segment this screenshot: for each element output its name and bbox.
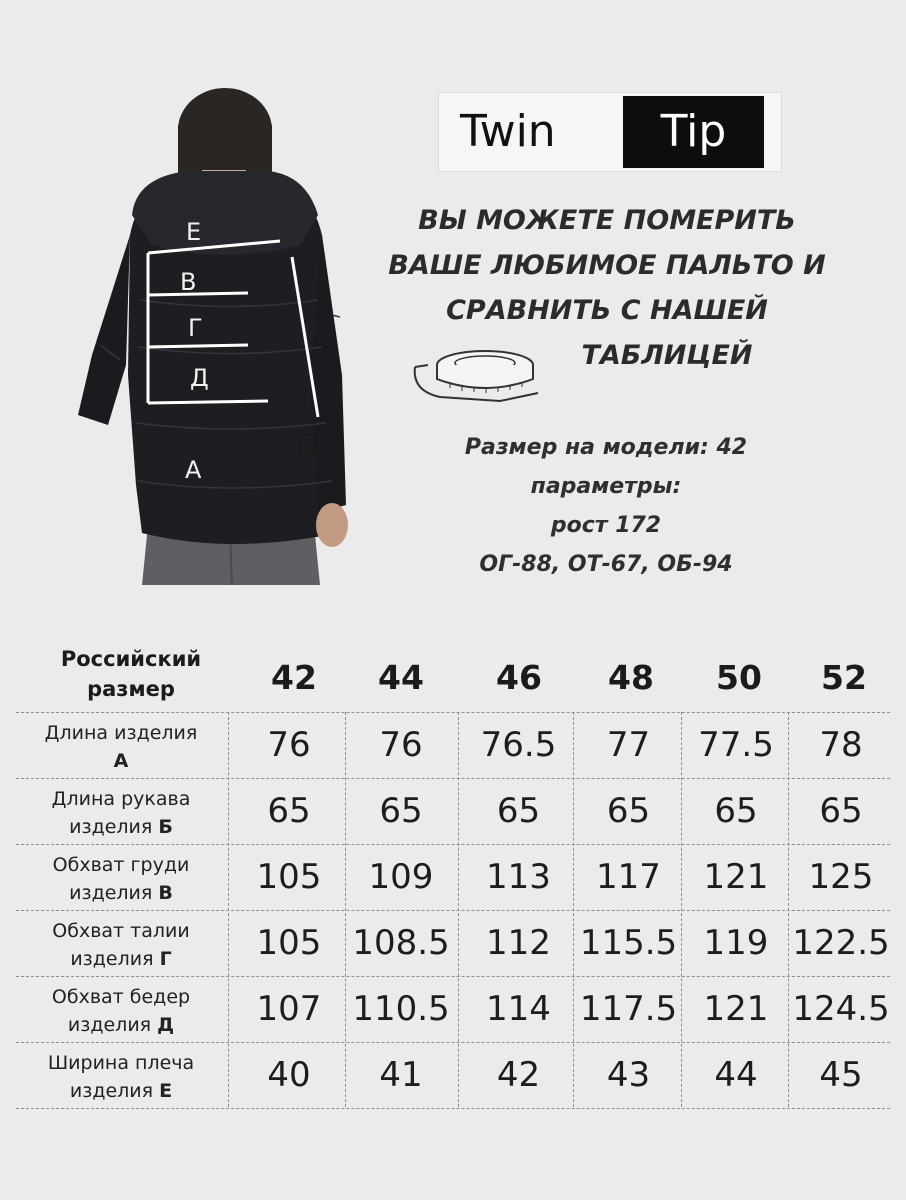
table-row (16, 976, 890, 1042)
row-label: Обхват талии изделия Г (52, 920, 190, 970)
headline-line: ВАШЕ ЛЮБИМОЕ ПАЛЬТО И (388, 250, 826, 281)
logo-word-tip: Tip (660, 106, 727, 157)
model-info (420, 428, 792, 584)
table-cell: 115.5 (579, 923, 678, 963)
measure-label-b: Б (296, 429, 317, 464)
model-height: рост 172 (550, 513, 662, 538)
table-row (16, 910, 890, 976)
size-header: 48 (608, 658, 654, 697)
table-cell: 108.5 (352, 923, 450, 963)
row-label: Длина рукава изделия Б (51, 788, 191, 838)
row-letter: Е (159, 1080, 173, 1102)
table-cell: 113 (486, 857, 551, 897)
table-cell: 124.5 (792, 989, 890, 1029)
measure-label-d: Д (190, 364, 209, 392)
model-photo (70, 85, 360, 585)
tape-measure-icon (410, 345, 545, 405)
model-size: Размер на модели: 42 (464, 435, 748, 460)
measure-label-v: В (180, 268, 197, 296)
table-cell: 121 (703, 989, 769, 1029)
size-header: 52 (821, 658, 867, 697)
table-row (16, 778, 890, 844)
table-cell: 105 (256, 857, 322, 897)
row-label: Обхват груди изделия В (52, 854, 190, 904)
corner-label: Российский размер (60, 647, 202, 701)
headline-line: СРАВНИТЬ С НАШЕЙ (446, 295, 768, 326)
model-params-label: параметры: (530, 474, 682, 499)
table-cell: 77.5 (698, 725, 774, 765)
row-label: Ширина плеча изделия Е (47, 1052, 195, 1102)
row-letter: Г (159, 948, 172, 970)
table-cell: 76.5 (480, 725, 557, 765)
table-header-row (16, 638, 890, 712)
column-divider (345, 712, 346, 1107)
model-measurements: ОГ-88, ОТ-67, ОБ-94 (479, 552, 733, 577)
table-cell: 119 (703, 923, 769, 963)
table-cell: 45 (819, 1055, 863, 1095)
row-letter: Б (158, 816, 173, 838)
table-cell: 40 (267, 1055, 311, 1095)
table-cell: 121 (703, 857, 769, 897)
table-row (16, 1042, 890, 1109)
column-divider (681, 712, 682, 1107)
table-cell: 125 (808, 857, 874, 897)
table-cell: 110.5 (352, 989, 450, 1029)
table-cell: 65 (819, 791, 863, 831)
table-cell: 65 (714, 791, 758, 831)
table-cell: 65 (496, 791, 541, 831)
size-header: 46 (496, 658, 542, 697)
size-header: 44 (378, 658, 424, 697)
table-cell: 114 (486, 989, 551, 1029)
column-divider (788, 712, 789, 1107)
headline-line: ВЫ МОЖЕТЕ ПОМЕРИТЬ (418, 205, 796, 236)
column-divider (228, 712, 229, 1107)
row-letter: А (113, 750, 129, 772)
table-cell: 107 (256, 989, 322, 1029)
table-cell: 78 (819, 725, 863, 765)
table-cell: 42 (496, 1055, 541, 1095)
table-cell: 122.5 (792, 923, 890, 963)
headline-line: ТАБЛИЦЕЙ (581, 340, 753, 371)
measure-label-g: Г (188, 314, 203, 342)
table-row (16, 844, 890, 910)
table-cell: 65 (267, 791, 311, 831)
table-cell: 44 (714, 1055, 758, 1095)
table-cell: 43 (606, 1055, 651, 1095)
table-cell: 109 (368, 857, 434, 897)
table-cell: 117.5 (579, 989, 678, 1029)
size-header: 50 (716, 658, 762, 697)
table-cell: 76 (267, 725, 311, 765)
table-cell: 112 (486, 923, 551, 963)
logo-word-twin: Twin (460, 106, 556, 157)
table-row (16, 712, 890, 778)
table-cell: 41 (379, 1055, 423, 1095)
table-cell: 65 (606, 791, 651, 831)
column-divider (573, 712, 574, 1107)
column-divider (458, 712, 459, 1107)
size-header: 42 (271, 658, 317, 697)
table-cell: 117 (596, 857, 661, 897)
table-cell: 77 (606, 725, 651, 765)
size-table (16, 638, 890, 1109)
row-label: Обхват бедер изделия Д (51, 986, 191, 1036)
measure-label-a: А (185, 456, 202, 484)
measure-label-e: Е (186, 218, 202, 246)
table-cell: 65 (379, 791, 423, 831)
row-letter: В (158, 882, 173, 904)
table-cell: 105 (256, 923, 322, 963)
table-cell: 76 (379, 725, 423, 765)
row-label: Длина изделия А (44, 722, 198, 772)
row-letter: Д (157, 1014, 175, 1036)
